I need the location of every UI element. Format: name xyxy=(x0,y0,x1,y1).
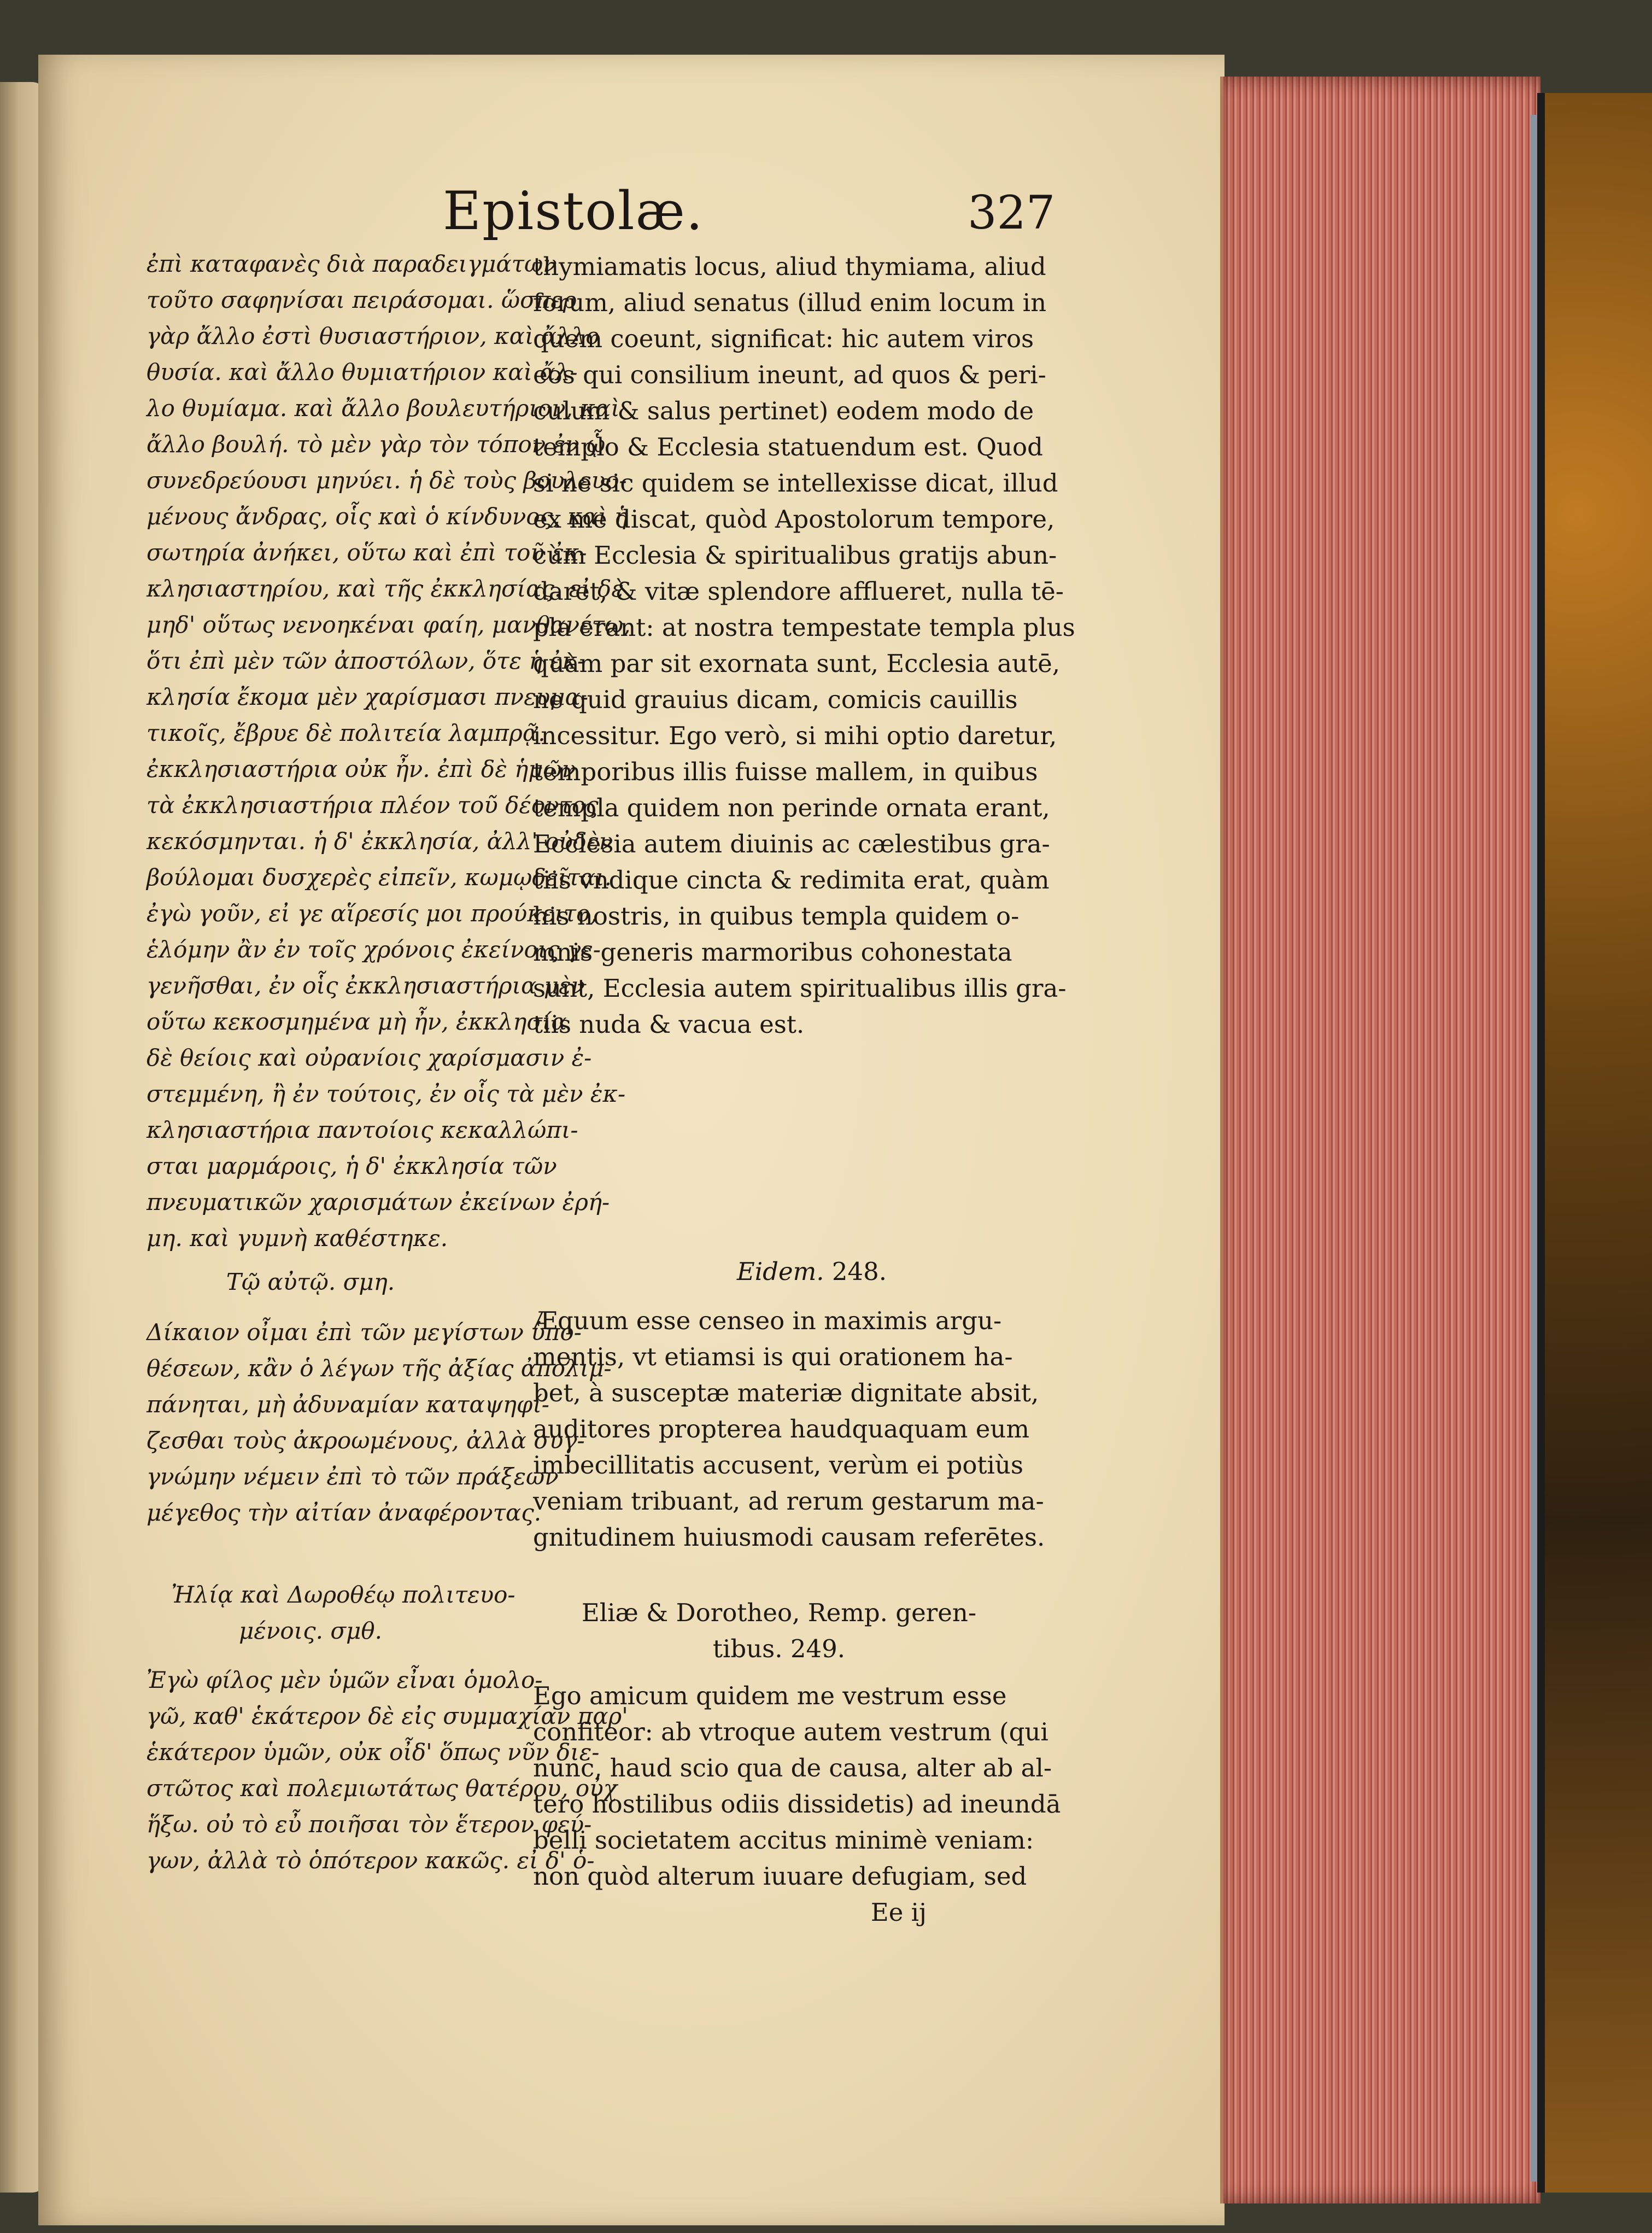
text-line: σωτηρία ἀνήκει, οὕτω καὶ ἐπὶ τοῦ ἐκ- xyxy=(147,539,587,566)
text-line: πάνηται, μὴ ἀδυναμίαν καταψηφί- xyxy=(147,1391,549,1418)
greek-heading: μένοις. σμθ. xyxy=(239,1617,382,1644)
text-line: πνευματικῶν χαρισμάτων ἐκείνων ἐρή- xyxy=(147,1189,610,1215)
latin-text-block xyxy=(533,1303,1045,1556)
text-line: culum & salus pertinet) eodem modo de xyxy=(533,396,1034,425)
text-line: Δίκαιον οἶμαι ἐπὶ τῶν μεγίστων ὑπο- xyxy=(147,1319,582,1346)
text-line: γων, ἀλλὰ τὸ ὁπότερον κακῶς. εἰ δ' ὁ- xyxy=(147,1847,595,1874)
text-line: Ecclesia autem diuinis ac cælestibus gra- xyxy=(533,829,1050,858)
text-line: ὅτι ἐπὶ μὲν τῶν ἀποστόλων, ὅτε ἡ ἐκ- xyxy=(147,647,585,674)
text-line: temporibus illis fuisse mallem, in quibus xyxy=(533,757,1038,786)
marbled-board xyxy=(1537,93,1652,2193)
text-line: sunt, Ecclesia autem spiritualibus illis gra- xyxy=(533,974,1067,1003)
text-line: ἑλόμην ἂν ἐν τοῖς χρόνοις ἐκείνοις γε- xyxy=(147,936,601,963)
latin-heading: Eliæ & Dorotheo, Remp. geren- xyxy=(581,1598,977,1627)
latin-heading: tibus. 249. xyxy=(712,1634,846,1663)
text-line: tiis vndique cincta & redimita erat, quàm xyxy=(533,866,1050,895)
greek-text-block xyxy=(147,246,631,1256)
latin-text-block xyxy=(533,249,1075,1043)
text-line: tero hostilibus odiis dissidetis) ad ineundā xyxy=(533,1790,1061,1819)
greek-heading: Τῷ αὐτῷ. σμη. xyxy=(226,1269,395,1295)
text-line: Æquum esse censeo in maximis argu- xyxy=(533,1306,1002,1335)
text-line: nunc, haud scio qua de causa, alter ab al- xyxy=(533,1753,1052,1782)
text-line: mnis generis marmoribus cohonestata xyxy=(533,938,1012,967)
greek-text-block xyxy=(147,1314,612,1531)
text-line: daret, & vitæ splendore afflueret, nulla tē- xyxy=(533,577,1064,606)
text-line: ἑκάτερον ὑμῶν, οὐκ οἶδ' ὅπως νῦν διε- xyxy=(147,1739,600,1766)
text-line: ἥξω. οὐ τὸ εὖ ποιῆσαι τὸν ἕτερον φεύ- xyxy=(147,1811,592,1838)
greek-heading: Ἠλίᾳ καὶ Δωροθέῳ πολιτευο- xyxy=(171,1581,515,1608)
text-line: θυσία. καὶ ἄλλο θυμιατήριον καὶ ἄλ- xyxy=(147,359,578,385)
text-line: μένους ἄνδρας, οἷς καὶ ὁ κίνδυνος, καὶ ἡ xyxy=(147,503,628,530)
text-line: μη. καὶ γυμνὴ καθέστηκε. xyxy=(147,1225,448,1252)
text-line: eos qui consilium ineunt, ad quos & peri- xyxy=(533,360,1046,389)
text-line: κλησία ἔκομα μὲν χαρίσμασι πνευμα- xyxy=(147,683,589,710)
text-line: forum, aliud senatus (illud enim locum in xyxy=(533,288,1047,317)
text-line: λο θυμίαμα. καὶ ἄλλο βουλευτήριον, καὶ xyxy=(147,395,620,422)
text-line: βούλομαι δυσχερὲς εἰπεῖν, κωμῳδεῖται. xyxy=(147,864,612,891)
text-line: ζεσθαι τοὺς ἀκροωμένους, ἀλλὰ συγ- xyxy=(147,1427,585,1454)
latin-column xyxy=(533,249,1075,1931)
text-line: γνώμην νέμειν ἐπὶ τὸ τῶν πράξεων xyxy=(147,1463,559,1490)
text-line: τοῦτο σαφηνίσαι πειράσομαι. ὥσπερ xyxy=(147,287,577,313)
text-line: templo & Ecclesia statuendum est. Quod xyxy=(533,432,1043,461)
text-line: ἐπὶ καταφανὲς διὰ παραδειγμάτων xyxy=(147,250,557,277)
text-line: cùm Ecclesia & spiritualibus gratijs abun- xyxy=(533,541,1057,570)
text-line: δὲ θείοις καὶ οὐρανίοις χαρίσμασιν ἐ- xyxy=(147,1044,592,1071)
greek-column xyxy=(147,246,631,1879)
page-number: 327 xyxy=(968,186,1056,239)
text-line: mentis, vt etiamsi is qui orationem ha- xyxy=(533,1342,1013,1371)
text-line: auditores propterea haudquaquam eum xyxy=(533,1414,1030,1443)
text-line: κλησιαστηρίου, καὶ τῆς ἐκκλησίας. εἰ δὲ xyxy=(147,575,624,602)
text-line: μηδ' οὕτως νενοηκέναι φαίη, μανθανέτω, xyxy=(147,611,631,638)
latin-heading-number: 248. xyxy=(831,1257,887,1286)
text-line: γῶ, καθ' ἑκάτερον δὲ εἰς συμμαχίαν παρ' xyxy=(147,1703,628,1729)
text-line: κλησιαστήρια παντοίοις κεκαλλώπι- xyxy=(147,1116,578,1143)
text-line: belli societatem accitus minimè veniam: xyxy=(533,1826,1034,1855)
text-line: non quòd alterum iuuare defugiam, sed xyxy=(533,1862,1027,1891)
text-line: συνεδρεύουσι μηνύει. ἡ δὲ τοὺς βουλευο- xyxy=(147,467,627,494)
text-line: στῶτος καὶ πολεμιωτάτως θατέρου, οὐχ xyxy=(147,1775,618,1802)
text-line: quem coeunt, significat: hic autem viros xyxy=(533,324,1034,353)
text-line: οὕτω κεκοσμημένα μὴ ἦν, ἐκκλησία xyxy=(147,1008,567,1035)
text-line: incessitur. Ego verò, si mihi optio daretur, xyxy=(533,721,1057,750)
text-line: Ἐγὼ φίλος μὲν ὑμῶν εἶναι ὁμολο- xyxy=(147,1667,543,1693)
text-line: τικοῖς, ἔβρυε δὲ πολιτεία λαμπρᾷ. xyxy=(147,720,546,746)
text-line: σται μαρμάροις, ἡ δ' ἐκκλησία τῶν xyxy=(147,1153,557,1179)
text-line: μέγεθος τὴν αἰτίαν ἀναφέροντας. xyxy=(147,1499,542,1526)
signature-mark: Ee ij xyxy=(870,1898,927,1927)
text-line: γενῆσθαι, ἐν οἷς ἐκκλησιαστήρια μὲν xyxy=(147,972,585,999)
text-line: imbecillitatis accusent, verùm ei potiùs xyxy=(533,1451,1023,1480)
text-line: Ego amicum quidem me vestrum esse xyxy=(533,1681,1007,1710)
text-line: si ne sic quidem se intellexisse dicat, illud xyxy=(533,469,1058,498)
fore-edge-red xyxy=(1220,77,1540,2203)
text-line: ἐκκλησιαστήρια οὐκ ἦν. ἐπὶ δὲ ἡμῶν xyxy=(147,756,576,782)
text-line: ἄλλο βουλή. τὸ μὲν γὰρ τὸν τόπον ἐν ᾧ xyxy=(147,431,606,458)
latin-heading xyxy=(599,1254,1025,1290)
latin-heading-name: Eidem. xyxy=(736,1257,824,1286)
text-line: his nostris, in quibus templa quidem o- xyxy=(533,902,1020,931)
text-line: ἐγὼ γοῦν, εἰ γε αἵρεσίς μοι προύκειτο, xyxy=(147,900,597,927)
text-line: τὰ ἐκκλησιαστήρια πλέον τοῦ δέοντος xyxy=(147,792,599,819)
text-line: στεμμένη, ἢ ἐν τούτοις, ἐν οἷς τὰ μὲν ἐκ- xyxy=(147,1080,626,1107)
text-line: quàm par sit exornata sunt, Ecclesia autē, xyxy=(533,649,1061,678)
text-line: κεκόσμηνται. ἡ δ' ἐκκλησία, ἀλλ' οὐδὲν xyxy=(147,828,613,855)
text-line: thymiamatis locus, aliud thymiama, aliud xyxy=(533,252,1046,281)
text-line: θέσεων, κἂν ὁ λέγων τῆς ἀξίας ἀπολιμ- xyxy=(147,1355,612,1382)
text-line: pla erant: at nostra tempestate templa plus xyxy=(533,613,1075,642)
running-head: Epistolæ. xyxy=(443,180,704,242)
text-line: bet, à susceptæ materiæ dignitate absit, xyxy=(533,1378,1039,1407)
greek-text-block xyxy=(147,1662,628,1879)
text-line: ne quid grauius dicam, comicis cauillis xyxy=(533,685,1018,714)
text-line: γὰρ ἄλλο ἐστὶ θυσιαστήριον, καὶ ἄλλο xyxy=(147,323,600,349)
text-line: ex me discat, quòd Apostolorum tempore, xyxy=(533,505,1055,534)
text-line: veniam tribuant, ad rerum gestarum ma- xyxy=(533,1487,1044,1516)
text-line: gnitudinem huiusmodi causam referētes. xyxy=(533,1523,1045,1552)
text-line: tiis nuda & vacua est. xyxy=(533,1010,805,1039)
latin-text-block xyxy=(533,1678,1061,1895)
text-line: templa quidem non perinde ornata erant, xyxy=(533,793,1050,822)
text-line: confiteor: ab vtroque autem vestrum (qui xyxy=(533,1717,1048,1746)
